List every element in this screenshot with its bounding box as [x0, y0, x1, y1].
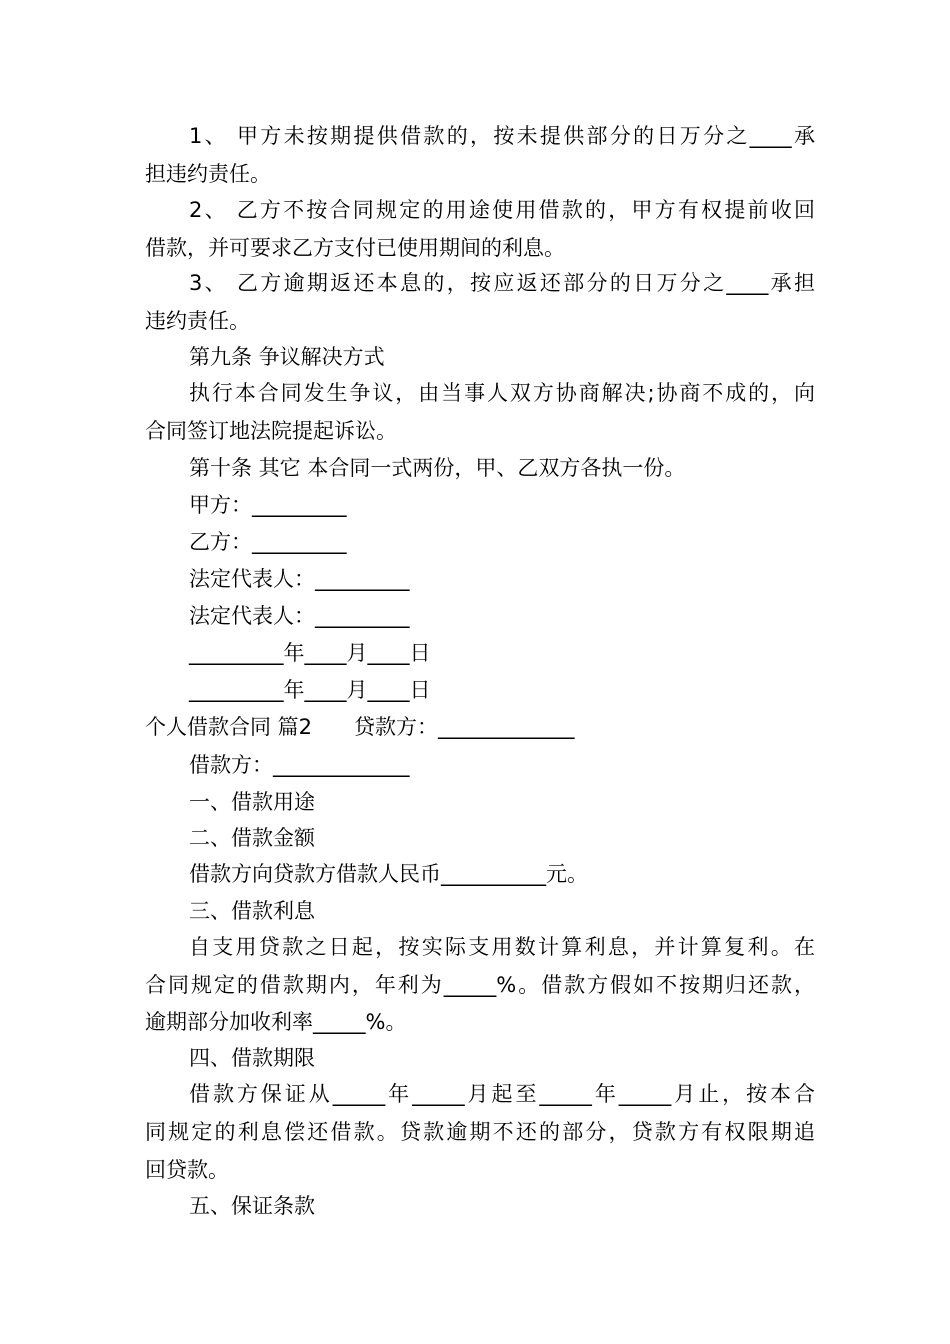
clause-1-line-2: 担违约责任。: [145, 162, 271, 186]
section-2-heading: 二、借款金额: [189, 826, 315, 850]
section-4-line-1: 借款方保证从_____年_____月起至_____年_____月止，按本合: [189, 1082, 815, 1106]
clause-1-line-1: 1、 甲方未按期提供借款的，按未提供部分的日万分之____承: [189, 124, 815, 148]
party-a-signature: 甲方：_________: [189, 493, 347, 517]
section-3-line-2: 合同规定的借款期内，年利为_____%。借款方假如不按期归还款，: [145, 973, 815, 997]
date-line-2: _________年____月____日: [189, 678, 431, 702]
clause-2-line-1: 2、 乙方不按合同规定的用途使用借款的，甲方有权提前收回: [189, 198, 815, 222]
section-4-line-3: 回贷款。: [145, 1158, 229, 1182]
legal-rep-2: 法定代表人：_________: [189, 604, 410, 628]
section-4-heading: 四、借款期限: [189, 1046, 315, 1070]
section-5-heading: 五、保证条款: [189, 1194, 315, 1218]
party-b-signature: 乙方：_________: [189, 530, 347, 554]
section-3-heading: 三、借款利息: [189, 899, 315, 923]
clause-3-line-2: 违约责任。: [145, 309, 250, 333]
contract-2-title-line: 个人借款合同 篇2 贷款方：_____________: [145, 715, 575, 739]
section-1-heading: 一、借款用途: [189, 790, 315, 814]
date-line-1: _________年____月____日: [189, 641, 431, 665]
legal-rep-1: 法定代表人：_________: [189, 567, 410, 591]
section-2-body: 借款方向贷款方借款人民币__________元。: [189, 862, 588, 886]
clause-2-line-2: 借款，并可要求乙方支付已使用期间的利息。: [145, 236, 565, 260]
clause-3-line-1: 3、 乙方逾期返还本息的，按应返还部分的日万分之____承担: [189, 271, 815, 295]
article-10-line: 第十条 其它 本合同一式两份，甲、乙双方各执一份。: [189, 456, 686, 480]
article-9-line-1: 执行本合同发生争议，由当事人双方协商解决;协商不成的，向: [189, 381, 815, 405]
article-9-heading: 第九条 争议解决方式: [189, 345, 385, 369]
article-9-line-2: 合同签订地法院提起诉讼。: [145, 419, 397, 443]
section-3-line-3: 逾期部分加收利率_____%。: [145, 1010, 407, 1034]
section-3-line-1: 自支用贷款之日起，按实际支用数计算利息，并计算复利。在: [189, 935, 815, 959]
borrower-line: 借款方：_____________: [189, 753, 410, 777]
section-4-line-2: 同规定的利息偿还借款。贷款逾期不还的部分，贷款方有权限期追: [145, 1120, 815, 1144]
